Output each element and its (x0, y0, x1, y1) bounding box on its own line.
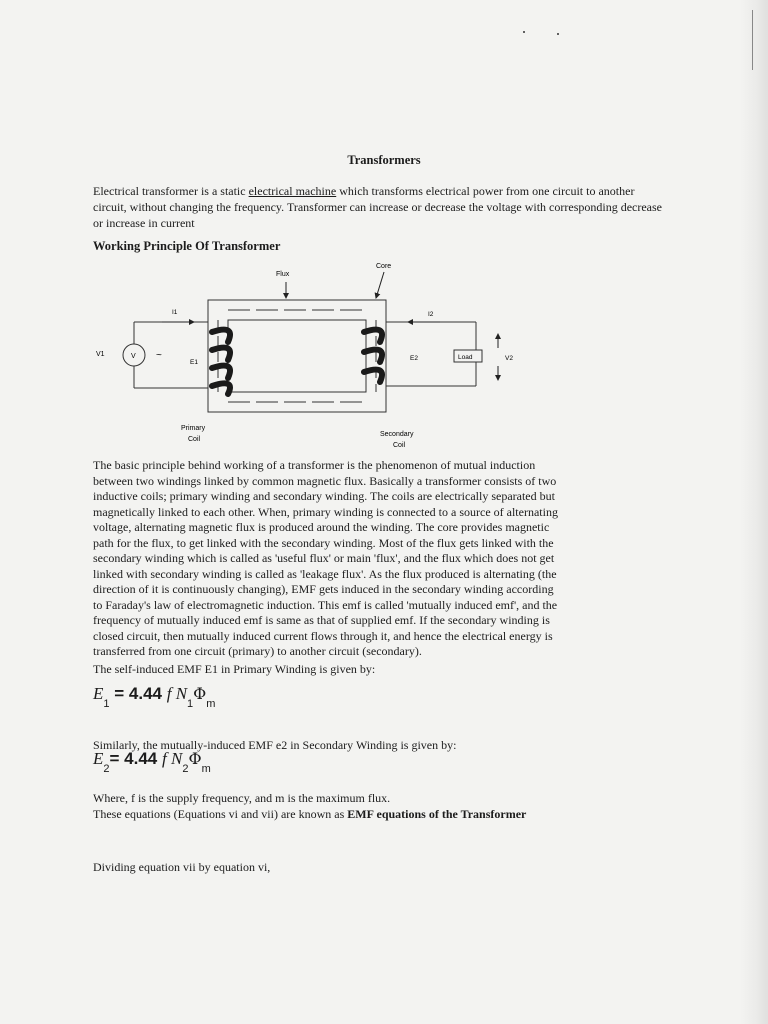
where-line-2 (93, 806, 526, 822)
section-heading: Working Principle Of Transformer (93, 239, 281, 253)
ac-source-label: V (131, 353, 136, 360)
eq2-e: E (93, 749, 104, 768)
eq1-phi: Φ (193, 684, 207, 703)
core-arrow (376, 272, 384, 298)
intro-paragraph (93, 183, 663, 231)
transformer-diagram (90, 258, 530, 453)
eq2-phi-sub: m (201, 763, 211, 775)
eq2-phi: Φ (188, 749, 202, 768)
where-line-1: Where, f is the supply frequency, and m is the maximum flux. (93, 791, 391, 805)
secondary-emf-equation (93, 749, 211, 775)
primary-emf-equation (93, 684, 215, 710)
eq2-e-sub: 2 (103, 763, 110, 775)
secondary-coil-label-2: Coil (393, 442, 406, 449)
eq2-constant: = 4.44 (109, 749, 162, 768)
paragraph-line: path for the flux, to get linked with the secondary winding. Most of the flux gets linked with the (93, 535, 554, 550)
dividing-statement: Dividing equation vii by equation vi, (93, 860, 271, 874)
paragraph-line: linked with secondary winding is called as 'leakage flux'. As the flux produced is alternating (the (93, 566, 557, 581)
where-paragraph (93, 790, 526, 822)
secondary-coil (364, 330, 382, 382)
paragraph-line: to Faraday's law of electromagnetic induction. This emf is called 'mutually induced emf', and the (93, 597, 558, 612)
e1-label: E1 (190, 359, 198, 366)
eq2-n: N (166, 749, 183, 768)
secondary-emf-intro: Similarly, the mutually-induced EMF e2 in Secondary Winding is given by: (93, 738, 457, 752)
core-label: Core (376, 263, 392, 270)
eq1-n-sub: 1 (187, 698, 194, 710)
load-label: Load (458, 354, 473, 361)
primary-coil-label-1: Primary (181, 425, 206, 432)
flux-label: Flux (276, 271, 290, 278)
primary-coil (212, 330, 230, 394)
i1-label: I1 (172, 309, 178, 316)
where-line-2-start: These equations (Equations vi and vii) are known as (93, 807, 348, 821)
speck (523, 31, 525, 33)
page-edge-line (752, 10, 753, 70)
core-outer (208, 300, 386, 412)
paragraph-line: voltage, alternating magnetic flux is produced around the winding. The core provides magnetic (93, 520, 550, 534)
electrical-machine-link[interactable]: electrical machine (248, 184, 337, 198)
intro-text-start: Electrical transformer is a static (93, 184, 249, 198)
paragraph-line: secondary winding which is called as 'useful flux' or main 'flux', and the flux which does not get (93, 551, 555, 565)
principle-paragraph (93, 458, 675, 660)
eq1-e-sub: 1 (103, 698, 110, 710)
eq1-e: E (93, 684, 104, 703)
core-inner (228, 320, 366, 392)
emf-equations-emphasis: EMF equations of the Transformer (347, 807, 527, 821)
paragraph-line: closed circuit, then mutually induced current flows through it, and hence the electrical energy is (93, 628, 553, 643)
primary-coil-label-2: Coil (188, 436, 201, 443)
secondary-coil-label-1: Secondary (380, 431, 414, 438)
i2-label: I2 (428, 311, 434, 318)
eq1-n: N (171, 684, 188, 703)
eq2-f: f (161, 749, 167, 768)
tilde-label: ~ (156, 350, 162, 361)
v2-label: V2 (505, 355, 513, 362)
primary-emf-intro: The self-induced EMF E1 in Primary Winding is given by: (93, 662, 376, 676)
paragraph-line: magnetically linked to each other. When, primary winding is connected to a source of alternating (93, 504, 558, 519)
paragraph-line: transferred from one circuit (primary) to another circuit (secondary). (93, 644, 422, 658)
eq1-phi-sub: m (206, 698, 216, 710)
intro-text-end: which transforms electrical power from one circuit to another circuit, without changing the frequency. Transformer can increase or decrease the voltage with corresponding decrease or increase in current (93, 184, 662, 230)
page-title: Transformers (347, 153, 421, 167)
eq2-n-sub: 2 (182, 763, 189, 775)
paragraph-line: frequency of mutually induced emf is same as that of supplied emf. If the secondary winding is (93, 613, 550, 627)
paragraph-line: The basic principle behind working of a transformer is the phenomenon of mutual induction (93, 458, 536, 472)
paragraph-line: direction of it is continuously changing), EMF gets induced in the secondary winding according (93, 582, 554, 596)
eq1-f: f (166, 684, 172, 703)
paragraph-line: inductive coils; primary winding and secondary winding. The coils are electrically separated but (93, 489, 555, 503)
speck (557, 33, 559, 35)
eq1-constant: = 4.44 (109, 684, 167, 703)
e2-label: E2 (410, 355, 418, 362)
paragraph-line: between two windings linked by common magnetic flux. Basically a transformer consists of two (93, 473, 557, 488)
v1-label: V1 (96, 351, 105, 358)
